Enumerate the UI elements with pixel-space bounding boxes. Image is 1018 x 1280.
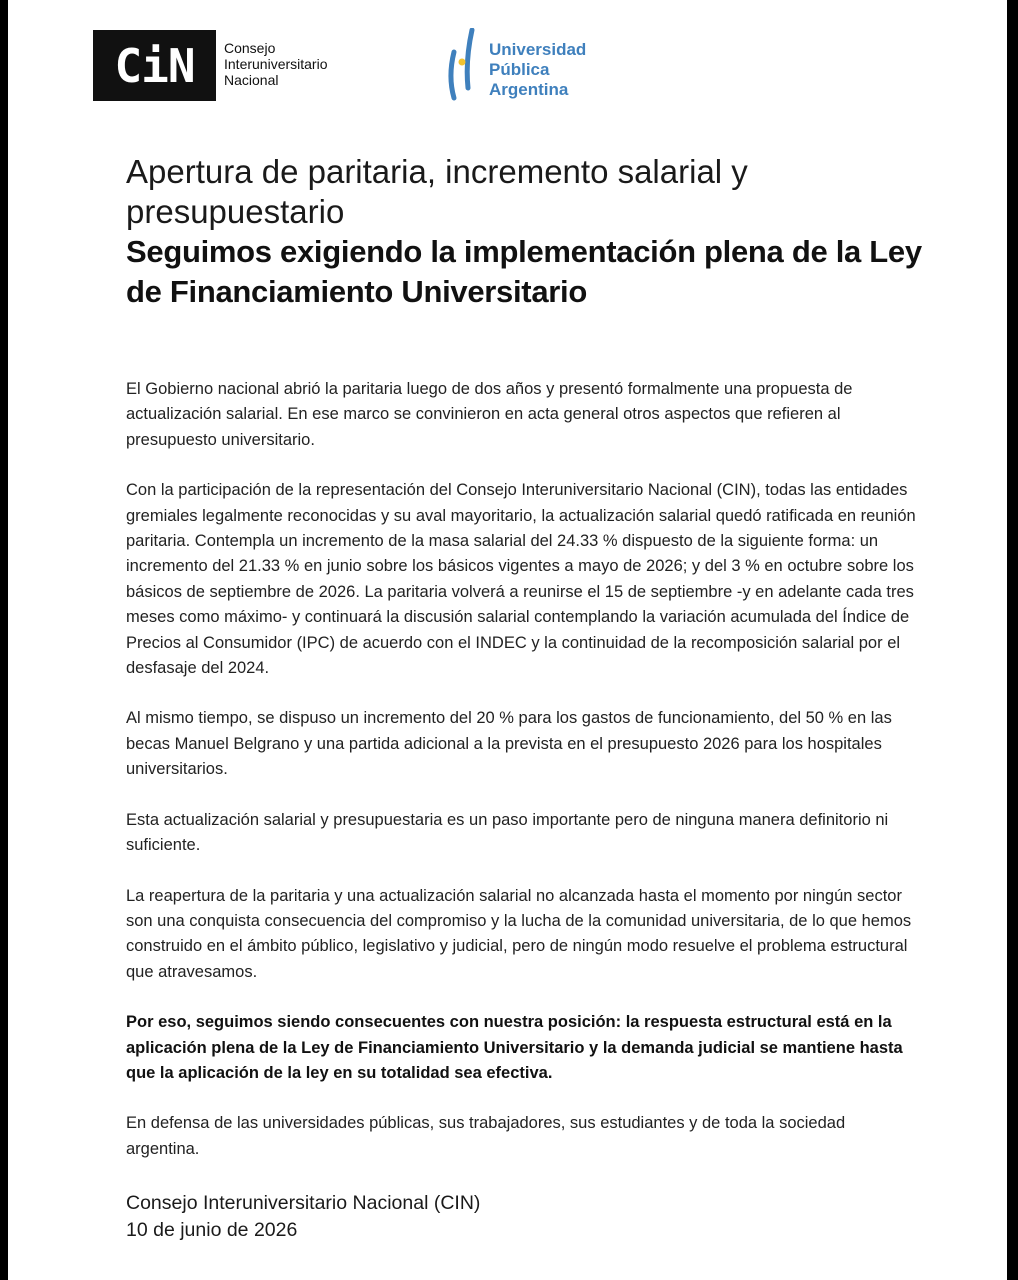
signature-org: Consejo Interuniversitario Nacional (CIN) [126, 1192, 481, 1214]
upa-name [489, 40, 586, 100]
document-subtitle: Seguimos exigiendo la implementación plena de la Ley de Financiamiento Universitario [126, 234, 922, 309]
cin-name-line: Nacional [224, 72, 279, 88]
cin-logo: CiN [93, 30, 216, 101]
upa-logo-icon [442, 28, 482, 102]
body-paragraph: El Gobierno nacional abrió la paritaria luego de dos años y presentó formalmente una propuesta de actualización salarial. En ese marco se convinieron en acta general otros aspectos que refieren al presupuesto universitario. [126, 380, 853, 449]
cin-name [224, 40, 328, 88]
body-paragraph: La reapertura de la paritaria y una actualización salarial no alcanzada hasta el momento por ningún sector son una conquista consecuencia del compromiso y la lucha de la comunidad universitaria, de lo que hemos construido en el ámbito público, legislativo y judicial, pero de ningún modo resuelve el problema estructural que atravesamos. [126, 886, 912, 981]
upa-name-line: Argentina [489, 80, 569, 99]
cin-name-line: Interuniversitario [224, 56, 328, 72]
document-page [8, 0, 1007, 1280]
upa-name-line: Pública [489, 60, 550, 79]
document-title: Apertura de paritaria, incremento salarial y presupuestario [126, 153, 748, 230]
body-paragraph-emphasis: Por eso, seguimos siendo consecuentes con nuestra posición: la respuesta estructural está en la aplicación plena de la Ley de Financiamiento Universitario y la demanda judicial se mantiene hasta que la aplicación de la ley en su totalidad sea efectiva. [126, 1013, 903, 1082]
document-body [126, 377, 916, 1187]
body-paragraph: Al mismo tiempo, se dispuso un incremento del 20 % para los gastos de funcionamiento, del 50 % en las becas Manuel Belgrano y una partida adicional a la prevista en el presupuesto 2026 para los hospitales universitarios. [126, 709, 892, 779]
body-paragraph: Esta actualización salarial y presupuestaria es un paso importante pero de ninguna manera definitorio ni suficiente. [126, 810, 889, 855]
cin-name-line: Consejo [224, 40, 276, 56]
body-paragraph: En defensa de las universidades públicas, sus trabajadores, sus estudiantes y de toda la sociedad argentina. [126, 1114, 846, 1158]
body-paragraph: Con la participación de la representación del Consejo Interuniversitario Nacional (CIN), todas las entidades gremiales legalmente reconocidas y su aval mayoritario, la actualización salarial quedó ratificada en reunión paritaria. Contempla un incremento de la masa salarial del 24.33 % dispuesto de la siguiente forma: un incremento del 21.33 % en junio sobre los básicos vigentes a mayo de 2026; y del 3 % en octubre sobre los básicos de septiembre de 2026. La paritaria volverá a reunirse el 15 de septiembre -y en adelante cada tres meses como máximo- y continuará la discusión salarial contemplando la variación acumulada del Índice de Precios al Consumidor (IPC) de acuerdo con el INDEC y la continuidad de la recomposición salarial por el desfasaje del 2024. [126, 481, 916, 678]
signature-date: 10 de junio de 2026 [126, 1219, 298, 1241]
upa-name-line: Universidad [489, 40, 587, 59]
signature-block [126, 1190, 480, 1244]
